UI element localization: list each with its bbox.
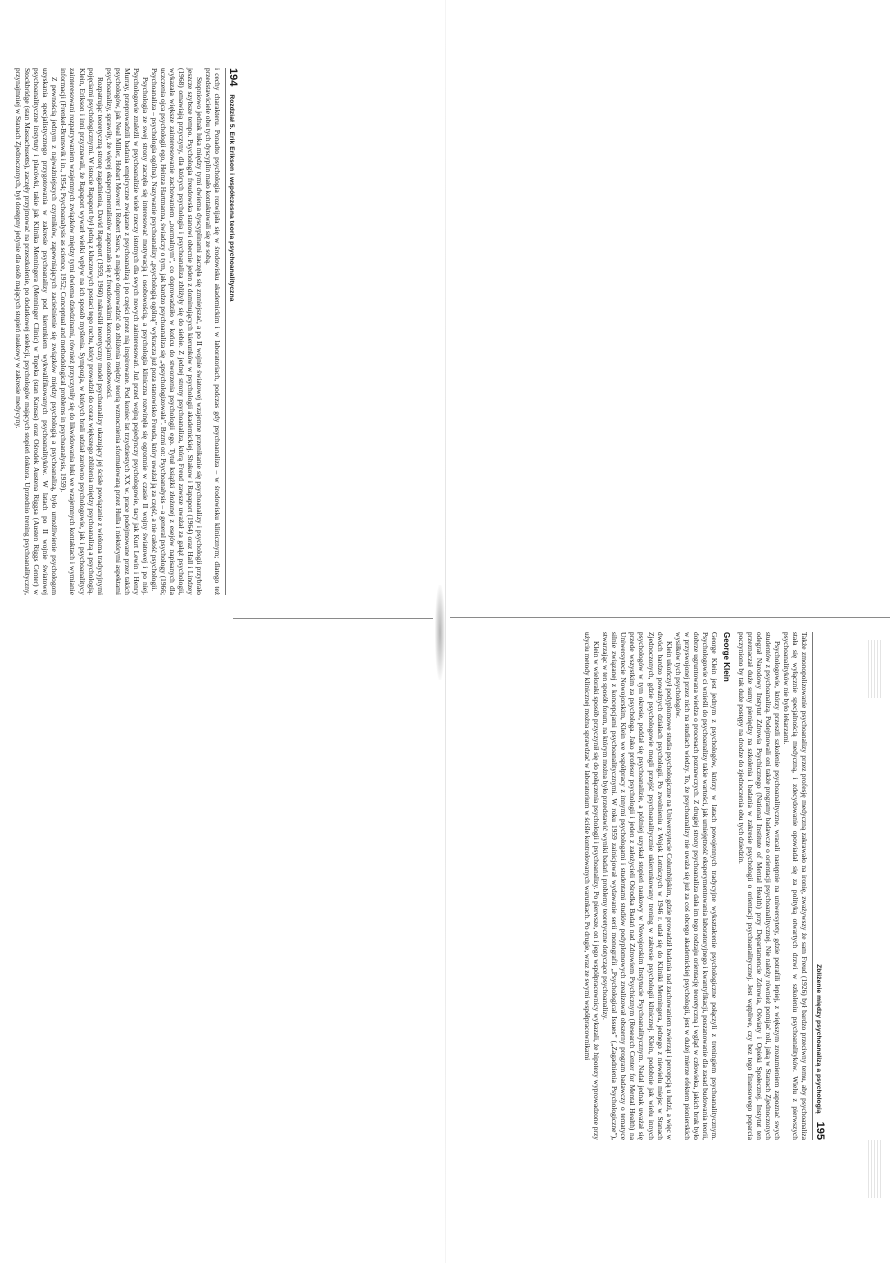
- scan-noise-mark: [868, 1140, 882, 1198]
- binding-shadow: [435, 585, 445, 680]
- section-heading: George Klein: [721, 632, 731, 682]
- book-spine: [445, 0, 446, 1263]
- page-194: [2, 68, 239, 595]
- paragraph: Psychologowie, którzy przeszli szkolenie psychoanalityczne, wracali następnie na uniwersytety, gdzie potrafili lepiej, z większym zrozumieniem zapoznać swych studentów z psychoanalizą. Podejmowali oni także programy badawcze o orientacji psychoanalitycznej. Nie należy również pomijać roli, jaką w Stanach Zjednoczonych odegrał Narodowy Instytut Zdrowia Psychicznego (National Institute of Mental Health) przy Departamencie Zdrowia, Oświaty i Opieki Społecznej. Instytut ten przeznaczał duże sumy pieniędzy na szkolenia i badania w zakresie psychologii o orientacji psychoanalitycznej. Jest wątpliwe, czy bez tego finansowego poparcia poczyniono by tak duże postępy na drodze do zjednoczenia obu tych dziedzin.: [736, 632, 782, 1140]
- paragraph: Z pewnością jednym z najważniejszych czynników, zapewniających zacieśnienie się związków między psychologią a psychoanalizą, było umożliwienie psychologom uzyskania specjalistycznego przygotowania w zakresie psychoanalizy pod kierunkiem wykwalifikowanych psychoanalityków. W latach po II wojnie światowej psychoanalityczne instytuty i placówki, takie jak Klinika Menningera (Menninger Clinic) w Topeka (stan Kansas) oraz Ośrodek Austena Riggsa (Austen Riggs Center) w Stockbridge (stan Massachusetts), zaczęły przyjmować na przeszkolenie, po dodatkowej selekcji, psychologów mających stopień doktora. Uprzednio trening psychoanalityczny, przynajmniej w Stanach Zjednoczonych, był dostępny jedynie dla osób mających stopień naukowy w zakresie medycyny.: [14, 68, 60, 595]
- page-fold-line-left: [233, 618, 433, 619]
- page-number: 195: [814, 1121, 826, 1140]
- running-header: [225, 68, 239, 595]
- paragraph: Stopniowo jednak luka między tymi dwiema dyscyplinami zaczęła się zmniejszać, a po II wojnie światowej wzajemne przenikanie się psychoanalizy i psychologii przybrało jeszcze szybsze tempo. Psychologia freudowska stanowi obecnie jeden z dominujących kierunków w psychologii akademickiej. Shakow i Rapaport (1964) oraz Hall i Lindzey (1968) omawiają przyczyny, dla których psychologia i psychoanaliza zbliżyły się do siebie. Z jednej strony psychoanaliza, którą Freud zawsze uważał za gałąź psychologii, wykazała większe zainteresowanie zachowaniem „normalnym”, co doprowadziło w końcu do stworzenia psychologii ego. Tytuł książki złożonej z esejów napisanych dla uczczenia ojca psychologii ego, Heinza Hartmanna, świadczy o tym, jak bardzo psychoanaliza się „spsychologizowała”. Brzmi on: Psychoanalysis – a general psychology (1966; Psychoanaliza – psychologia ogólna). Nazywanie psychoanalizy „psychologią ogólną” wykracza już poza stanowisko Freuda, który uważał ją za część, a nie całość psychologii.: [149, 68, 204, 595]
- paragraph: Klein w wieloraki sposób przyczynił się do połączenia psychologii i psychoanalizy. Po pierwsze, on i jego współpracownicy wykazali, że hipotezy wyprowadzone przy użyciu metody klinicznej można sprawdzać w laboratorium w ściśle kontrolowanych warunkach. Po drugie, wraz ze swymi współpracownikami: [583, 632, 602, 1140]
- scan-noise-mark: [868, 640, 882, 698]
- running-title: Rozdział 5. Erik Erikson i współczesna teoria psychoanalityczna: [228, 94, 235, 302]
- running-header: [812, 632, 826, 1140]
- paragraph: Klein ukończył podyplomowe studia psychologiczne na Uniwersytecie Columbijskim, gdzie prowadził badania nad zachowaniem zwierząt i percepcją u ludzi, a więc w dwóch bardzo poważnych działach psychologii. Po zwolnieniu z Wojsk Lotniczych w 1946 r. udał się do Kliniki Menningera, jednego z niewielu miejsc w Stanach Zjednoczonych, gdzie psychologowie mogli przejść psychoanalitycznie ukierunkowany trening w zakresie psychologii klinicznej. Klein, podobnie jak wielu innych psychologów w tym okresie, poddał się psychoanalizie, a później uzyskał stopień naukowy w Nowojorskim Instytucie Psychoanalitycznym. Nadal jednak uważał się przede wszystkim za psychologa. Jako profesor psychologii i jeden z założycieli Ośrodka Badań nad Zdrowiem Psychicznym (Research Center for Mental Health) na Uniwersytecie Nowojorskim, Klein we współpracy z innymi psychologami i studentami studiów podyplomowych zrealizował obszerny program badawczy o tematyce silnie związanej z koncepcjami psychoanalitycznymi. W roku 1959 zainicjował wydawanie serii monografii „Psychological Issues” („Zagadnienia Psychologiczne”), stwarzając w ten sposób forum, na którym można było przedstawić wyniki badań i problemy teoretyczne dotyczące psychoanalizy.: [601, 632, 674, 1140]
- page-number: 194: [227, 68, 239, 87]
- paragraph: i cechy charakteru. Ponadto psychologia rozwijała się w środowisku akademickim i w laboratoriach, podczas gdy psychoanaliza – w środowisku klinicznym; dlatego też przedstawiciele obu tych dyscyplin mało kontaktowali się ze sobą.: [203, 68, 222, 595]
- running-title: Zbliżenie między psychoanalizą a psychologią: [815, 964, 822, 1114]
- page-195: [583, 632, 826, 1140]
- paragraph: Psychologia ze swej strony zaczęła się interesować motywacją i osobowością, a psychologia kliniczna rozwinęła się ogromnie w czasie II wojny światowej i po niej. Psychologowie znaleźli w psychoanalizie wiele rzeczy istotnych dla swych nowych zainteresowań. Już przed wojną pojedynczy psychologowie, tacy jak Kurt Lewin i Henry Murray, przeprowadzili badania empiryczne związane z psychoanalizą i po części przez nią inspirowane. Pod koniec lat trzydziestych XX w. prace podejmowane przez takich psychologów, jak Neal Miller, Hobart Mowrer i Robert Sears, a mające doprowadzić do zbliżenia między teorią wzmocnienia sformułowaną przez Hulla i niektórymi aspektami psychoanalizy, sprawiły, że więcej eksperymentalistów zapoznało się z freudowskimi koncepcjami osobowości.: [104, 68, 150, 595]
- paragraph: George Klein jest jednym z psychologów, którzy w latach powojennych tradycyjne wykształcenie psychologiczne połączyli z treningiem psychoanalitycznym. Psychologowie ci wnieśli do psychoanalizy takie wartości, jak umiejętność eksperymentowania laboratoryjnego i kwantyfikacji, poszanowanie dla zasad budowania teorii, dobrze ugruntowana wiedza o procesach poznawczych. Z drugiej strony psychoanaliza dała im tego rodzaju orientację teoretyczną i wgląd w człowieka, jakich brak było w przyswojonej przez nich na studiach wiedzy. To, że psychoanalizy nie uważa się już za coś obcego akademickiej psychologii, jest w dużej mierze efektem pionierskich wysiłków tych psychologów.: [673, 632, 719, 1140]
- page-fold-line: [450, 617, 890, 618]
- paragraph: Rozpatrując teoretyczną stronę zagadnienia, David Rapaport (1959, 1960) nakreślił teoretyczny model psychoanalizy ukazujący jej ścisłe powiązanie z wieloma tradycyjnymi pojęciami psychologicznymi. W istocie Rapaport był jedną z kluczowych postaci tego ruchu, który prowadził do coraz większego zbliżenia między psychoanalizą a psychologią. Klein, Erikson i inni przyznawali, że Rapaport wywarł wielki wpływ na ich sposób myślenia. Sympozja, w których brali udział zarówno psychologowie, jak i psychoanalitycy zainteresowani rozpatrywaniem wzajemnych związków między tymi dwiema dziedzinami, również przyczyniły się do likwidowania luki we wzajemnych kontaktach i wymianie informacji (Frenkel-Brunswik i in., 1954; Psychoanalysis as science, 1952; Conceptual and methodological problems in psychoanalysis, 1959).: [59, 68, 105, 595]
- paragraph: Także zmonopolizowanie psychoanalizy przez profesję medyczną zakrawało na ironię, zważywszy że sam Freud (1926) był bardzo przeciwny temu, aby psychoanaliza stała się wyłącznie specjalnością medyczną, i zdecydowanie opowiadał się za polityką otwartych drzwi w szkoleniu psychoanalityków. Wielu z pierwszych psychoanalityków nie było lekarzami.: [781, 632, 809, 1140]
